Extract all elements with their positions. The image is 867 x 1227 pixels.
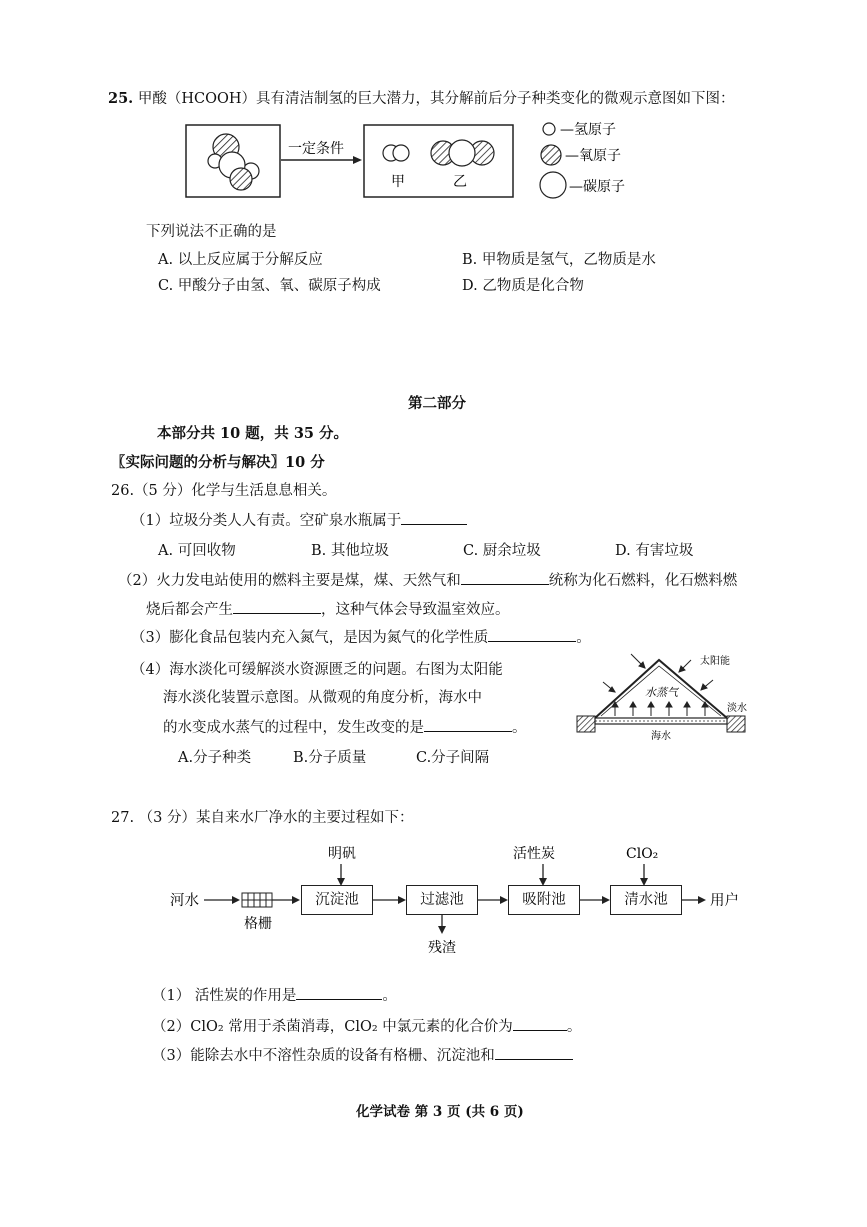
molecule-yi <box>431 140 494 166</box>
molecule-jia <box>383 145 409 161</box>
q26-s1-option-a[interactable]: A. 可回收物 <box>158 543 236 559</box>
q26-sub4-line1: （4）海水淡化可缓解淡水资源匮乏的问题。右图为太阳能 <box>131 662 503 678</box>
q25-option-c[interactable]: C. 甲酸分子由氢、氧、碳原子构成 <box>158 278 381 294</box>
q26-blank2[interactable] <box>461 570 549 585</box>
q26-sub3-end: 。 <box>576 630 591 646</box>
q26-sub4-text: 的水变成水蒸气的过程中，发生改变的是 <box>163 720 424 736</box>
q26-sub3 <box>131 626 591 647</box>
q26-sub4-end: 。 <box>512 720 527 736</box>
q26-sub1 <box>131 509 467 530</box>
fig-label-vapor: 水蒸气 <box>645 686 678 699</box>
part2-section: 〖实际问题的分析与解决〗10 分 <box>111 454 325 471</box>
arrow-condition-label: 一定条件 <box>288 141 344 157</box>
q26-blank5[interactable] <box>424 717 512 732</box>
q26-sub3-text: （3）膨化食品包装内充入氮气，是因为氮气的化学性质 <box>131 630 489 646</box>
fig-label-fresh: 淡水 <box>727 703 747 714</box>
q27-blank3[interactable] <box>495 1045 573 1060</box>
q26-sub2-line2 <box>146 598 510 619</box>
q26-sub2-text-b: 统称为化石燃料，化石燃料燃 <box>548 573 738 589</box>
page-footer: 化学试卷 第 3 页 (共 6 页) <box>356 1104 524 1120</box>
q26-sub1-text: （1）垃圾分类人人有责。空矿泉水瓶属于 <box>131 513 402 529</box>
fig-label-sea: 海水 <box>651 731 671 742</box>
q27-sub3-text: （3）能除去水中不溶性杂质的设备有格栅、沉淀池和 <box>152 1048 495 1064</box>
q27-sub1 <box>152 984 397 1005</box>
q26-blank3[interactable] <box>233 599 321 614</box>
part2-intro: 本部分共 10 题，共 35 分。 <box>157 425 349 442</box>
flow-box-clean-water: 清水池 <box>610 885 682 915</box>
q25-option-d[interactable]: D. 乙物质是化合物 <box>462 278 584 294</box>
q27-blank1[interactable] <box>296 985 382 1000</box>
oxygen-legend-icon <box>541 145 561 165</box>
q25-option-b[interactable]: B. 甲物质是氢气，乙物质是水 <box>462 252 656 268</box>
label-yi: 乙 <box>453 174 467 190</box>
q27-sub1-end: 。 <box>382 988 397 1004</box>
part2-title: 第二部分 <box>408 395 466 412</box>
grid-screen-icon <box>242 893 272 907</box>
flow-alum-label: 明矾 <box>328 846 356 862</box>
q26-sub4-line2: 海水淡化装置示意图。从微观的角度分析，海水中 <box>163 690 482 706</box>
q26-blank4[interactable] <box>488 627 576 642</box>
q26-s4-option-c[interactable]: C.分子间隔 <box>416 750 490 766</box>
flow-box-sedimentation: 沉淀池 <box>301 885 373 915</box>
flow-end-user: 用户 <box>710 893 739 909</box>
q26-s1-option-d[interactable]: D. 有害垃圾 <box>615 543 694 559</box>
q26-s4-option-b[interactable]: B.分子质量 <box>293 750 367 766</box>
flow-residue-label: 残渣 <box>428 940 456 956</box>
legend-carbon: —碳原子 <box>569 179 625 195</box>
q27-stem: 27. （3 分）某自来水厂净水的主要过程如下： <box>111 810 414 826</box>
q26-stem: 26.（5 分）化学与生活息息相关。 <box>111 483 337 499</box>
flow-grid-label: 格栅 <box>244 916 272 932</box>
q27-blank2[interactable] <box>513 1016 567 1031</box>
q26-sub2-line1 <box>118 569 737 590</box>
q27-sub2 <box>152 1015 581 1036</box>
q26-s4-option-a[interactable]: A.分子种类 <box>178 750 252 766</box>
flow-carbon-label: 活性炭 <box>513 846 555 862</box>
q26-s1-option-c[interactable]: C. 厨余垃圾 <box>463 543 541 559</box>
flow-box-filtration: 过滤池 <box>406 885 478 915</box>
legend-oxygen: —氧原子 <box>565 148 621 164</box>
q25-stem <box>108 87 735 108</box>
label-jia: 甲 <box>391 174 405 190</box>
hydrogen-legend-icon <box>543 123 555 135</box>
q25-molecule-diagram <box>185 120 645 208</box>
q27-sub2-end: 。 <box>566 1019 582 1035</box>
carbon-legend-icon <box>540 172 566 198</box>
q27-sub3 <box>152 1044 573 1065</box>
q26-sub4-line3 <box>163 716 527 737</box>
q27-sub2-text: （2）ClO₂ 常用于杀菌消毒，ClO₂ 中氯元素的化合价为 <box>152 1019 513 1035</box>
q25-stem-text: 甲酸（HCOOH）具有清洁制氢的巨大潜力，其分解前后分子种类变化的微观示意图如下图： <box>137 91 735 107</box>
fig-label-sun: 太阳能 <box>700 656 730 667</box>
q25-option-a[interactable]: A. 以上反应属于分解反应 <box>158 252 323 268</box>
q26-blank1[interactable] <box>401 510 467 525</box>
q25-prompt: 下列说法不正确的是 <box>146 224 277 240</box>
q26-s1-option-b[interactable]: B. 其他垃圾 <box>311 543 389 559</box>
flow-clo2-label: ClO₂ <box>626 846 659 862</box>
q26-sub2-text-d: ，这种气体会导致温室效应。 <box>321 602 510 618</box>
flow-box-adsorption: 吸附池 <box>508 885 580 915</box>
q26-sub2-text-a: （2）火力发电站使用的燃料主要是煤，煤、天然气和 <box>118 573 461 589</box>
q26-sub2-text-c: 烧后都会产生 <box>146 602 233 618</box>
q27-sub1-text: （1） 活性炭的作用是 <box>152 988 297 1004</box>
solar-desalination-figure <box>575 650 755 742</box>
q25-number: 25. <box>108 90 134 107</box>
formic-acid-molecule <box>208 134 259 190</box>
legend-hydrogen: —氢原子 <box>560 122 616 138</box>
flow-start-river: 河水 <box>170 893 199 909</box>
